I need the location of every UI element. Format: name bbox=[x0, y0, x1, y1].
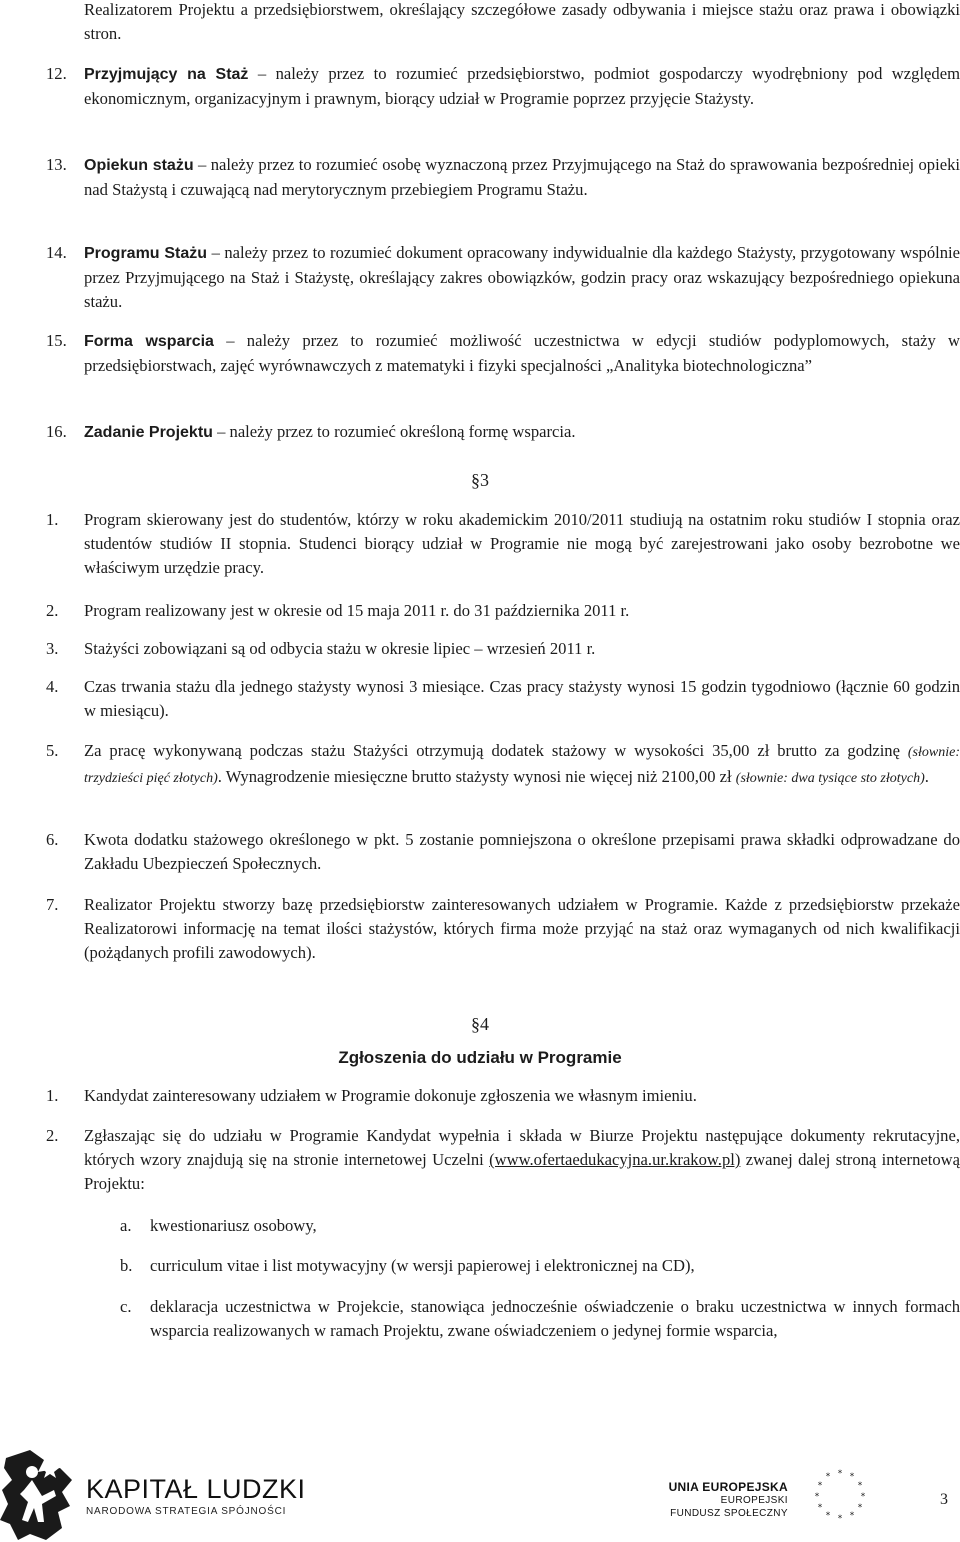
item-letter: b. bbox=[120, 1256, 133, 1275]
definition-text: – należy przez to rozumieć możliwość uczestnictwa w edycji studiów podyplomowych, staży w przedsiębiorstwach, zajęć wyrównawczych z matematyki i fizyki specjalności „Analityka biotechnologiczna” bbox=[84, 331, 960, 375]
definition-item bbox=[46, 62, 960, 111]
item-number: 6. bbox=[46, 830, 59, 849]
sub-list-item bbox=[120, 1295, 960, 1343]
definition-term: Opiekun stażu bbox=[84, 157, 194, 174]
item-text: . Wynagrodzenie miesięczne brutto stażysty wynosi nie więcej niż 2100,00 zł bbox=[217, 767, 736, 786]
eu-fund-line: FUNDUSZ SPOŁECZNY bbox=[670, 1508, 788, 1519]
item-text: Realizator Projektu stworzy bazę przedsiębiorstw zainteresowanych udziałem w Programie. Każde z przedsiębiorstw przekaże Realizatorowi informację na temat ilości stażystów, których firma może przyjąć na staż oraz wymaganych od nich kwalifikacji (pożądanych profili zawodowych). bbox=[84, 895, 960, 962]
svg-text:*: * bbox=[817, 1503, 823, 1513]
definition-term: Forma wsparcia bbox=[84, 333, 214, 350]
item-text: Program realizowany jest w okresie od 15 maja 2011 r. do 31 października 2011 r. bbox=[84, 601, 630, 620]
svg-text:*: * bbox=[849, 1472, 855, 1482]
kapital-ludzki-logo-icon bbox=[0, 1450, 78, 1542]
list-item bbox=[46, 637, 960, 661]
eu-title: UNIA EUROPEJSKA bbox=[668, 1480, 788, 1494]
definition-item bbox=[46, 329, 960, 378]
definition-item bbox=[46, 241, 960, 314]
item-number: 2. bbox=[46, 601, 59, 620]
list-item bbox=[46, 739, 960, 791]
item-number: 15. bbox=[46, 331, 67, 350]
kapital-ludzki-title: KAPITAŁ LUDZKI bbox=[86, 1474, 306, 1504]
item-number: 7. bbox=[46, 895, 59, 914]
item-text: Kwota dodatku stażowego określonego w pkt. 5 zostanie pomniejszona o określone przepisami prawa składki odprowadzane do Zakładu Ubezpieczeń Społecznych. bbox=[84, 830, 960, 873]
list-item bbox=[46, 599, 960, 623]
definition-text: – należy przez to rozumieć dokument opracowany indywidualnie dla każdego Stażysty, przygotowany wspólnie przez Przyjmującego na Staż i Stażystę, określający zakres obowiązków, godzin pracy oraz wskazujący bezpośredniego opiekuna stażu. bbox=[84, 243, 960, 311]
svg-text:*: * bbox=[857, 1503, 863, 1513]
item-text: Czas trwania stażu dla jednego stażysty wynosi 3 miesiące. Czas pracy stażysty wynosi 15 godzin tygodniowo (łącznie 60 godzin w miesiącu). bbox=[84, 677, 960, 720]
definition-text: – należy przez to rozumieć określoną formę wsparcia. bbox=[212, 422, 576, 441]
item-number: 3. bbox=[46, 639, 59, 658]
definition-item bbox=[46, 153, 960, 202]
list-item bbox=[46, 1124, 960, 1196]
section-symbol: §3 bbox=[471, 470, 489, 490]
item-number: 16. bbox=[46, 422, 67, 441]
definition-term: Przyjmujący na Staż bbox=[84, 66, 249, 83]
item-text: Program skierowany jest do studentów, którzy w roku akademickim 2010/2011 studiują na ostatnim roku studiów I stopnia oraz studentów studiów II stopnia. Studenci biorący udział w Programie nie mogą być zarejestrowani jako osoby bezrobotne we właściwym urzędzie pracy. bbox=[84, 510, 960, 577]
svg-text:*: * bbox=[814, 1492, 820, 1502]
svg-text:*: * bbox=[860, 1492, 866, 1502]
svg-text:*: * bbox=[817, 1481, 823, 1491]
definition-text: – należy przez to rozumieć przedsiębiorstwo, podmiot gospodarczy wyodrębniony pod względem ekonomicznym, organizacyjnym i prawnym, biorący udział w Programie poprzez przyjęcie Stażysty. bbox=[84, 64, 960, 108]
item-number: 5. bbox=[46, 741, 59, 760]
item-text: Stażyści zobowiązani są od odbycia stażu w okresie lipiec – wrzesień 2011 r. bbox=[84, 639, 596, 658]
svg-text:*: * bbox=[849, 1511, 855, 1521]
item-text: . bbox=[924, 767, 929, 786]
item-letter: c. bbox=[120, 1297, 132, 1316]
item-number: 13. bbox=[46, 155, 67, 174]
continuation-text: Realizatorem Projektu a przedsiębiorstwem, określający szczegółowe zasady odbywania i miejsce stażu oraz prawa i obowiązki stron. bbox=[84, 0, 960, 43]
item-number: 4. bbox=[46, 677, 59, 696]
list-item bbox=[46, 508, 960, 580]
list-item bbox=[46, 675, 960, 723]
website-link[interactable]: (www.ofertaedukacyjna.ur.krakow.pl) bbox=[489, 1150, 741, 1169]
svg-text:*: * bbox=[837, 1514, 843, 1524]
svg-text:*: * bbox=[825, 1472, 831, 1482]
section-symbol: §4 bbox=[471, 1014, 489, 1034]
eu-text-block bbox=[600, 1480, 788, 1520]
item-text: deklaracja uczestnictwa w Projekcie, stanowiąca jednocześnie oświadczenie o braku uczestnictwa w innych formach wsparcia realizowanych w ramach Projektu, zwane oświadczeniem o jedynej formie wsparcia, bbox=[150, 1297, 960, 1340]
list-item bbox=[46, 893, 960, 965]
item-letter: a. bbox=[120, 1216, 132, 1235]
item-text-italic: (słownie: trzydzieści pięć złotych) bbox=[84, 745, 960, 786]
list-item bbox=[46, 828, 960, 876]
eu-flag-icon bbox=[808, 1468, 872, 1524]
definition-text: – należy przez to rozumieć osobę wyznaczoną przez Przyjmującego na Staż do sprawowania bezpośredniej opieki nad Stażystą i czuwającą nad merytorycznym przebiegiem Programu Stażu. bbox=[84, 155, 960, 199]
sub-list-item bbox=[120, 1254, 960, 1278]
item-text: Za pracę wykonywaną podczas stażu Stażyści otrzymują dodatek stażowy w wysokości 35,00 zł brutto za godzinę bbox=[84, 741, 908, 760]
item-text: Zgłaszając się do udziału w Programie Kandydat wypełnia i składa w Biurze Projektu następujące dokumenty rekrutacyjne, których wzory znajdują się na stronie internetowej Uczelni bbox=[84, 1126, 960, 1169]
svg-text:*: * bbox=[837, 1469, 843, 1479]
page-footer bbox=[0, 1448, 960, 1540]
page-number: 3 bbox=[940, 1491, 948, 1508]
item-text-italic: (słownie: dwa tysiące sto złotych) bbox=[735, 771, 925, 786]
item-number: 1. bbox=[46, 510, 59, 529]
section-heading: Zgłoszenia do udziału w Programie bbox=[338, 1048, 622, 1067]
item-text: zwanej dalej stroną internetową Projektu: bbox=[84, 1150, 960, 1193]
svg-text:*: * bbox=[857, 1481, 863, 1491]
list-item bbox=[46, 1084, 960, 1108]
definition-item bbox=[46, 420, 960, 445]
item-number: 14. bbox=[46, 243, 67, 262]
svg-text:*: * bbox=[825, 1511, 831, 1521]
eu-fund-line: EUROPEJSKI bbox=[720, 1495, 788, 1506]
item-number: 2. bbox=[46, 1126, 59, 1145]
item-text: kwestionariusz osobowy, bbox=[150, 1216, 317, 1235]
sub-list-item bbox=[120, 1214, 960, 1238]
item-number: 12. bbox=[46, 64, 67, 83]
item-number: 1. bbox=[46, 1086, 59, 1105]
definition-term: Programu Stażu bbox=[84, 245, 208, 262]
item-text: Kandydat zainteresowany udziałem w Programie dokonuje zgłoszenia we własnym imieniu. bbox=[84, 1086, 697, 1105]
definition-term: Zadanie Projektu bbox=[84, 424, 213, 441]
item-text: curriculum vitae i list motywacyjny (w wersji papierowej i elektronicznej na CD), bbox=[150, 1256, 695, 1275]
kapital-ludzki-subtitle: NARODOWA STRATEGIA SPÓJNOŚCI bbox=[86, 1506, 287, 1517]
